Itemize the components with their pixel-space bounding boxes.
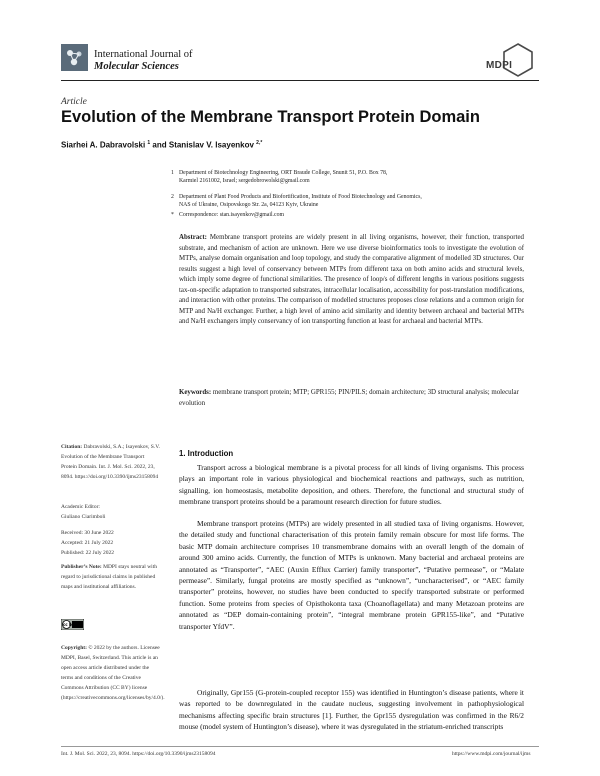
author-name[interactable]: Siarhei A. Dabravolski [61,140,148,150]
body-paragraph-3 [179,687,524,733]
affiliation-text: NAS of Ukraine, Osipovskogo Str. 2a, 04123 Kyiv, Ukraine [179,202,319,208]
keywords-text: membrane transport protein; MTP; GPR155; PIN/PILS; domain architecture; 3D structural analysis; molecular evolution [179,389,519,407]
publication-dates [61,529,161,559]
received-date: Received: 30 June 2022 [61,530,114,536]
citation-block [61,443,161,483]
body-paragraph-1 [179,462,524,508]
accepted-date: Accepted: 21 July 2022 [61,539,114,546]
abstract-label: Abstract: [179,234,207,241]
publisher-note-label: Publisher’s Note: [61,564,102,570]
correspondence [171,211,524,219]
affiliation-mark: 2 [171,194,174,200]
header-divider [61,80,539,81]
footer-citation[interactable]: Int. J. Mol. Sci. 2022, 23, 8094. https://doi.org/10.3390/ijms23158094 [61,751,216,757]
section-heading: 1. Introduction [179,449,234,458]
affiliation-1 [171,169,524,185]
affiliation-mark: * [171,212,174,218]
author-affiliation-mark: 2,* [256,140,263,146]
publisher-note [61,563,161,593]
body-paragraph-2 [179,518,524,632]
footer-divider [61,746,539,747]
journal-name-line1: International Journal of [94,49,193,60]
paragraph-text: Transport across a biological membrane is a pivotal process for all kinds of living organisms. This process plays an important role in various physiological and biochemical reactions and pathways, such as nutrition, signalling, ion homeostasis, metabolite deposition, and others. Therefore, the functional and structural study of membrane transport proteins should be a paramount research direction for future studies. [179,463,524,507]
article-title: Evolution of the Membrane Transport Protein Domain [61,108,480,126]
editor-name: Giuliano Ciarimboli [61,513,106,520]
author-list [61,140,262,150]
copyright-text: © 2022 by the authors. Licensee MDPI, Basel, Switzerland. This article is an open access article distributed under the terms and conditions of the Creative Commons Attribution (CC BY) license (https://creativecommons.org/licenses/by/4.0/). [61,645,165,701]
academic-editor [61,503,161,523]
cc-badge-text: cc by [62,622,75,628]
affiliation-text: Department of Biotechnology Engineering, ORT Braude College, Snunit 51, P.O. Box 78, [179,170,388,176]
abstract-text: Membrane transport proteins are widely present in all living organisms, however, their function, transported substrate, and mechanism of action are unknown. Here we use diverse bioinformatics tools to investigate the evolution of MTPs, analyse domain organisation and loop topology, and study the comparative alignment of modelled 3D structures. Our results suggest a high level of conservancy between MTPs from different taxa on both amino acids and structural levels, which imply some degree of functional similarities. The presence of loop/s of different lengths in various positions suggests tax-on-specific adaptation to transported substrates, intracellular localisation, accessibility for post-translation modifications, and interaction with other proteins. The comparison of modelled structures proposes close relations and a common origin for MTP and Na/H exchanger. Further, a high level of amino acid similarity and identity between archaeal and bacterial MTPs and Na/H exchangers imply conservancy of ion transporting function at least for archaeal and bacterial MTPs. [179,234,524,325]
publisher-note-text: MDPI stays neutral with regard to jurisdictional claims in published maps and institutional affiliations. [61,564,157,590]
affiliation-text: Karmiel 2161002, Israel; sergedobrowolski@gmail.com [179,178,310,184]
copyright-block [61,644,165,703]
affiliation-mark: 1 [171,170,174,176]
citation-text[interactable]: Dabravolski, S.A.; Isayenkov, S.V. Evolution of the Membrane Transport Protein Domain. Int. J. Mol. Sci. 2022, 23, 8094. https://doi.org/10.3390/ijms23158094 [61,444,160,480]
journal-name [94,49,193,73]
paragraph-text: Originally, Gpr155 (G-protein-coupled receptor 155) was identified in Huntington’s disease patients, where it was reported to be downregulated in the caudate nucleus, suggesting involvement in pathophysiological mechanisms affecting specific brain structures [1]. Further, the Gpr155 dysregulation was confirmed in the R6/2 mouse (model system of Huntington’s disease), where it was dysregulated in the striatum-enriched transcripts [179,688,524,732]
keywords-label: Keywords: [179,389,212,396]
keywords [179,388,524,409]
journal-name-line2: Molecular Sciences [94,61,179,72]
editor-label: Academic Editor: [61,504,100,510]
cc-by-license-icon[interactable] [61,619,84,630]
publisher-name: MDPI [486,60,513,71]
correspondence-text[interactable]: Correspondence: stan.isayenkov@gmail.com [179,212,284,218]
journal-logo [61,44,88,71]
article-type: Article [61,97,87,107]
author-name[interactable]: and Stanislav V. Isayenkov [150,140,257,150]
citation-label: Citation: [61,444,83,450]
affiliation-text: Department of Plant Food Products and Biofortification, Institute of Food Biotechnology and Genomics, [179,194,422,200]
affiliation-2 [171,193,524,209]
footer-journal-link[interactable]: https://www.mdpi.com/journal/ijms [452,751,531,757]
abstract [179,233,524,328]
paragraph-text: Membrane transport proteins (MTPs) are widely presented in all studied taxa of living organisms. However, the detailed study and functional characterisation of this protein family remain obscure for most life forms. The basic MTP domain architecture comprises 10 transmembrane domains with an overall length of the domain of around 300 amino acids. Currently, the function of MTPs is unknown. Many bacterial and archaeal proteins are annotated as “Transporter”, “AEC (Auxin Efflux Carrier) family transporter”, “Putative permease”, or “Malate permease”. Similarly, fungal proteins are mostly specified as “unknown”, “uncharacterised”, or “AEC family transporter” proteins, however, no studies have been conducted to specify transported substrate or performed function. Some proteins from species of Opisthokonta taxa (Choanoflagellata) and many Metazoan proteins are annotated as “DEP domain-containing protein”, “integral membrane protein GPR155-like”, and “Putative transporter YfdV”. [179,519,524,631]
copyright-label: Copyright: [61,645,87,651]
author-affiliation-mark: 1 [147,140,151,146]
published-date: Published: 22 July 2022 [61,549,115,556]
